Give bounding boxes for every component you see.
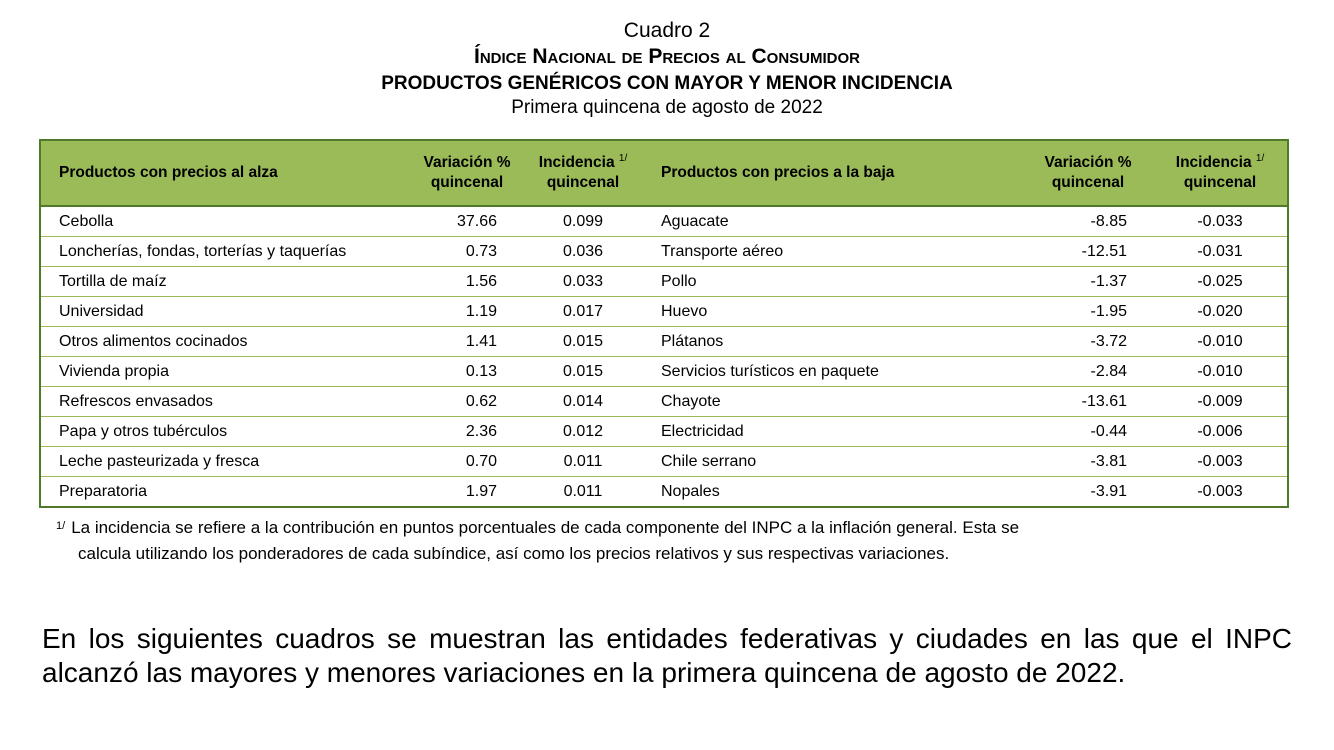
cell-down-inc: -0.010 bbox=[1153, 357, 1287, 387]
cell-down-name: Nopales bbox=[661, 482, 720, 500]
cell-down-var: -1.95 bbox=[1023, 297, 1153, 327]
cell-down-inc: -0.006 bbox=[1153, 417, 1287, 447]
body-paragraph: En los siguientes cuadros se muestran las entidades federativas y ciudades en las que el INPC alcanzó las mayores y menores variaciones en la primera quincena de agosto de 2022. bbox=[42, 623, 1292, 688]
cell-down-var: -12.51 bbox=[1023, 237, 1153, 267]
cell-up-inc: 0.017 bbox=[523, 297, 643, 327]
cell-up-name: Refrescos envasados bbox=[41, 387, 411, 417]
cell-up-var: 1.97 bbox=[465, 482, 497, 500]
table-row bbox=[41, 357, 1287, 387]
cuadro-number: Cuadro 2 bbox=[623, 19, 711, 42]
cell-up-var: 1.19 bbox=[411, 297, 523, 327]
cell-down-inc: -0.003 bbox=[1153, 447, 1287, 477]
cell-down-var: -0.44 bbox=[1023, 417, 1153, 447]
cell-up-var: 0.62 bbox=[411, 387, 523, 417]
cell-down-inc: -0.003 bbox=[1197, 482, 1243, 500]
table-subtitle: PRODUCTOS GENÉRICOS CON MAYOR Y MENOR INCIDENCIA bbox=[381, 73, 953, 94]
cell-up-name: Tortilla de maíz bbox=[41, 267, 411, 297]
cell-down-var: -8.85 bbox=[1023, 206, 1153, 237]
table-row bbox=[41, 477, 1287, 507]
cell-down-name: Aguacate bbox=[643, 206, 1023, 237]
col-header-up-name: Productos con precios al alza bbox=[41, 141, 411, 206]
cell-up-inc: 0.015 bbox=[523, 357, 643, 387]
cell-up-name: Papa y otros tubérculos bbox=[41, 417, 411, 447]
footnote bbox=[56, 515, 1306, 567]
cell-down-var: -1.37 bbox=[1023, 267, 1153, 297]
cell-down-var: -3.81 bbox=[1023, 447, 1153, 477]
cell-up-inc: 0.015 bbox=[523, 327, 643, 357]
cell-up-name: Loncherías, fondas, torterías y taquerías bbox=[41, 237, 411, 267]
col-header-down-inc: Incidencia $^{1/}$ quincenal bbox=[1153, 141, 1287, 206]
cell-down-var: -3.72 bbox=[1023, 327, 1153, 357]
footnote-mark: 1/ bbox=[56, 520, 66, 532]
cell-down-inc: -0.031 bbox=[1153, 237, 1287, 267]
cell-up-var: 37.66 bbox=[411, 206, 523, 237]
cell-down-var: -3.91 bbox=[1090, 482, 1127, 500]
footnote-mark: 1/ bbox=[618, 153, 628, 164]
col-header-down-var: Variación % quincenal bbox=[1023, 141, 1153, 206]
cell-up-var: 0.70 bbox=[411, 447, 523, 477]
table-header-row bbox=[41, 141, 1287, 206]
cell-down-name: Servicios turísticos en paquete bbox=[643, 357, 1023, 387]
cell-down-name: Plátanos bbox=[643, 327, 1023, 357]
cell-up-name: Leche pasteurizada y fresca bbox=[41, 447, 411, 477]
cell-down-name: Transporte aéreo bbox=[643, 237, 1023, 267]
col-header-down-name: Productos con precios a la baja bbox=[643, 141, 1023, 206]
table-row bbox=[41, 327, 1287, 357]
cell-up-name: Universidad bbox=[41, 297, 411, 327]
cell-down-name: Electricidad bbox=[643, 417, 1023, 447]
cell-up-name: Preparatoria bbox=[59, 482, 148, 500]
table-period: Primera quincena de agosto de 2022 bbox=[511, 97, 823, 118]
table-row bbox=[41, 237, 1287, 267]
cell-up-name: Otros alimentos cocinados bbox=[41, 327, 411, 357]
footnote-line-1: La incidencia se refiere a la contribución en puntos porcentuales de cada componente del INPC a la inflación general. Esta se bbox=[71, 518, 1020, 537]
cell-up-var: 1.41 bbox=[411, 327, 523, 357]
cell-down-name: Huevo bbox=[643, 297, 1023, 327]
cell-down-var: -2.84 bbox=[1023, 357, 1153, 387]
cell-up-inc: 0.014 bbox=[523, 387, 643, 417]
table-row bbox=[41, 206, 1287, 237]
table-row bbox=[41, 447, 1287, 477]
cell-up-var: 0.13 bbox=[411, 357, 523, 387]
cell-down-var: -13.61 bbox=[1023, 387, 1153, 417]
col-header-up-inc: Incidencia $^{1/}$ quincenal bbox=[523, 141, 643, 206]
cell-down-inc: -0.025 bbox=[1153, 267, 1287, 297]
cell-up-name: Cebolla bbox=[41, 206, 411, 237]
table-title: Índice Nacional de Precios al Consumidor bbox=[473, 45, 861, 68]
table-caption bbox=[0, 18, 1334, 120]
cell-up-inc: 0.011 bbox=[523, 447, 643, 477]
cell-up-inc: 0.036 bbox=[523, 237, 643, 267]
table-row bbox=[41, 267, 1287, 297]
footnote-mark: 1/ bbox=[1255, 153, 1265, 164]
cell-up-inc: 0.099 bbox=[523, 206, 643, 237]
cell-up-inc: 0.033 bbox=[523, 267, 643, 297]
cell-up-inc: 0.012 bbox=[523, 417, 643, 447]
cell-down-inc: -0.009 bbox=[1153, 387, 1287, 417]
cell-down-inc: -0.010 bbox=[1153, 327, 1287, 357]
footnote-line-2: calcula utilizando los ponderadores de cada subíndice, así como los precios relativos y sus respectivas variaciones. bbox=[78, 544, 950, 563]
table-row bbox=[41, 297, 1287, 327]
incidence-table bbox=[41, 141, 1287, 506]
cell-up-var: 0.73 bbox=[411, 237, 523, 267]
table-row bbox=[41, 387, 1287, 417]
cell-up-var: 1.56 bbox=[411, 267, 523, 297]
cell-down-name: Pollo bbox=[643, 267, 1023, 297]
cell-up-name: Vivienda propia bbox=[41, 357, 411, 387]
cell-down-name: Chile serrano bbox=[643, 447, 1023, 477]
cell-up-var: 2.36 bbox=[411, 417, 523, 447]
cell-down-name: Chayote bbox=[643, 387, 1023, 417]
cell-down-inc: -0.033 bbox=[1153, 206, 1287, 237]
cell-down-inc: -0.020 bbox=[1153, 297, 1287, 327]
table-row bbox=[41, 417, 1287, 447]
cell-up-inc: 0.011 bbox=[563, 482, 603, 500]
col-header-up-var: Variación % quincenal bbox=[411, 141, 523, 206]
